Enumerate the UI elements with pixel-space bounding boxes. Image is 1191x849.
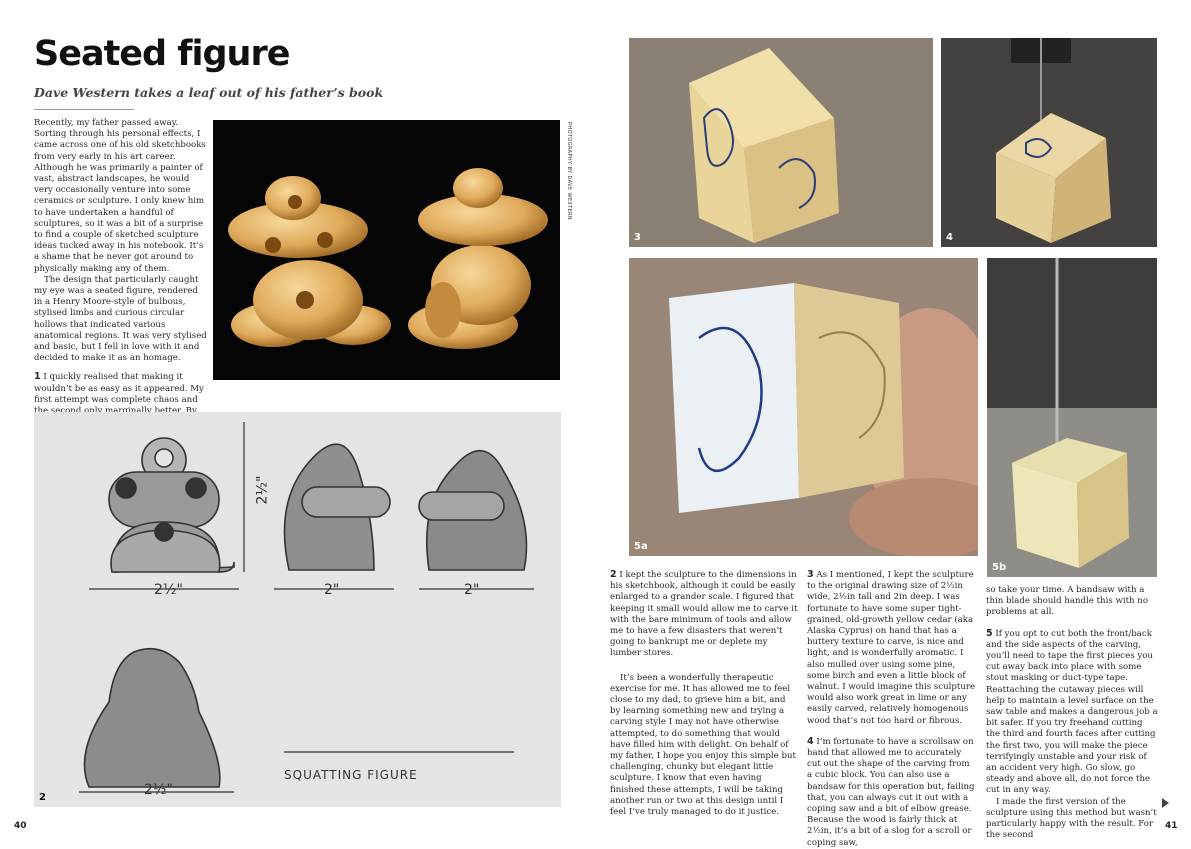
article-subtitle: Dave Western takes a leaf out of his father’s book — [34, 85, 384, 100]
page-number-right: 41 — [1165, 821, 1178, 831]
text-column-3 — [986, 585, 1158, 841]
photo-credit: PHOTOGRAPHY BY DAVE WESTERN — [566, 122, 572, 221]
continuation-paragraph: so take your time. A bandsaw with a thin blade should handle this with no problems at all. — [986, 585, 1149, 618]
sketch-width-label-2: 2" — [324, 582, 340, 598]
photo-3-carved-block — [629, 38, 933, 247]
step-number: 4 — [807, 735, 814, 747]
title-divider — [34, 109, 134, 110]
step-text: I quickly realised that making it wouldn’t be as easy as it appeared. My first attempt was complete chaos and — [34, 372, 204, 405]
block-illustration-5b — [987, 258, 1157, 577]
block-illustration-3 — [629, 38, 933, 247]
figure-number-5b: 5b — [992, 562, 1007, 573]
figure-number-2: 2 — [39, 792, 46, 803]
photo-carved-figures — [213, 120, 560, 380]
step-number: 1 — [34, 371, 41, 383]
continue-arrow-icon — [1162, 798, 1169, 808]
step-3 — [807, 569, 977, 727]
figure-number-3: 3 — [634, 232, 641, 243]
photo-sketch — [34, 412, 561, 807]
page-number-left: 40 — [14, 821, 27, 831]
article-title: Seated figure — [34, 34, 290, 74]
figure-number-5a: 5a — [634, 541, 648, 552]
step-5 — [986, 628, 1158, 797]
intro-column — [34, 118, 207, 451]
step-number: 2 — [610, 569, 617, 580]
step-number: 3 — [807, 569, 814, 580]
step-text: If you opt to cut both the front/back and the side aspects of the carving, you’ll need to tape the first pieces you cut away back into place with some stout masking or duct-type tape. Reattaching the cutaway pieces will help to maintain a level surface on the saw table and makes a dangerous job a bit safer. If you try freehand cutting the third and fourth faces after cutting the first two, you will make the piece terrifyingly unstable and your risk of an accident very high. Go slow, go steady and above all, do not force the cut in any way. — [986, 628, 1158, 796]
sketch-caption: SQUATTING FIGURE — [284, 768, 418, 782]
sketch-width-label-4: 2½" — [144, 782, 173, 798]
photo-4-bandsaw-cut — [941, 38, 1157, 247]
intro-paragraph-1: Recently, my father passed away. Sorting through his personal effects, I came across one of his old sketchbooks from very early in his art career. Although he was primarily a painter of vast, abstract landscapes, he would very occasionally venture into some ceramics or sculpture. I only knew him to have undertaken a handful of sculptures, so it was a bit of a surprise to find a couple of sketched sculpture ideas tucked away in his notebook. It’s a shame that he never got around to physically making any of them. — [34, 118, 206, 274]
sketch-width-label-1: 2½" — [154, 582, 183, 598]
step-number: 5 — [986, 627, 993, 639]
closing-paragraph: I made the first version of the sculpture using this method but wasn’t particularly happy with the result. For the second — [986, 796, 1157, 841]
intro-paragraph-2: The design that particularly caught my eye was a seated figure, rendered in a Henry Moore-style of bulbous, stylised limbs and curious circular hollows that indicated various anatomical regions. It was very stylised and basic, but I fell in love with it and decided to make it as an homage. — [34, 274, 207, 364]
pencil-sketch-illustration — [34, 412, 561, 807]
block-illustration-5a — [629, 258, 978, 556]
text-column-2 — [807, 569, 977, 849]
step-2 — [610, 569, 798, 660]
step-text: I kept the sculpture to the dimensions in his sketchbook, although it could be easily enlarged to a grander scale. I figured that keeping it small would allow me to carve it with the bare minimum of tools and allow me to have a few disasters that weren’t going to bankrupt me or deplete my lumber stores. — [610, 570, 798, 659]
reflection-paragraph: It’s been a wonderfully therapeutic exercise for me. It has allowed me to feel close to my dad, to grieve him a bit, and by learning something new and trying a carving style I may not have otherwise attempted, to do something that would have filled him with delight. On behalf of my father, I hope you enjoy this simple but challenging, chunky but elegant little sculpture. I know that even having finished these attempts, I will be taking another run or two at this design until I feel I’ve truly managed to do it justice. — [610, 672, 796, 818]
text-column-1 — [610, 569, 798, 818]
block-illustration-4 — [941, 38, 1157, 247]
figure-number-4: 4 — [946, 232, 953, 243]
sketch-width-label-3: 2" — [464, 582, 480, 598]
photo-5a-taped-block — [629, 258, 978, 556]
step-text: I’m fortunate to have a scrollsaw on hand that allowed me to accurately cut out the shape of the carving from a cubic block. You can also use a bandsaw for this operation but, failing that, you can always cut it out with a coping saw and a bit of elbow grease. Because the wood is fairly thick at 2½in, it’s a bit of a slog for a scroll or coping saw, — [807, 736, 975, 848]
step-text: As I mentioned, I kept the sculpture to the original drawing size of 2½in wide, 2½in tall and 2in deep. I was fortunate to have some super tight-grained, old-growth yellow cedar (aka Alaska Cyprus) on hand that has a buttery texture to carve, is nice and light, and is wonderfully aromatic. I also mulled over using some pine, some birch and even a little block of walnut. I would imagine this sculpture would also work great in lime or any easily carved, relatively homogenous wood that’s not too hard or fibrous. — [807, 570, 976, 726]
sketch-height-label: 2½" — [254, 475, 271, 505]
step-4 — [807, 736, 977, 849]
carved-figures-illustration — [213, 120, 560, 380]
photo-5b-bandsaw-block — [987, 258, 1157, 577]
